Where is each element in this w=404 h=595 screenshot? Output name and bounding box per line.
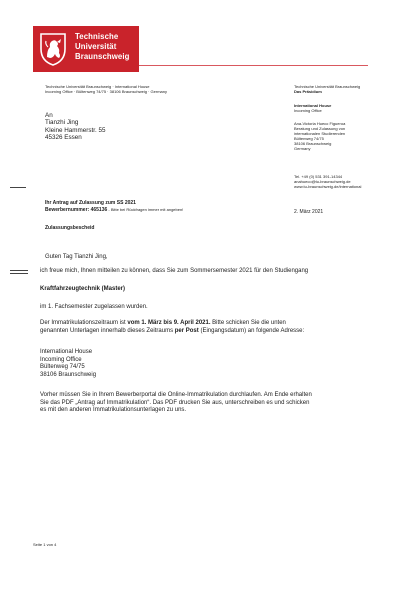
sender-line-1: Technische Universität Braunschweig · International House [45, 84, 150, 89]
applicant-number-note: - Bitte bei Rückfragen immer mit angeben! [107, 207, 184, 212]
org-department: Das Präsidium [294, 89, 322, 94]
logo-line-1: Technische [75, 32, 119, 41]
organisation-block [294, 84, 404, 94]
period-text: (Eingangsdatum) an folgende Adresse: [198, 327, 305, 334]
mailing-address-line: Incoming Office [40, 356, 82, 363]
punch-mark [10, 270, 28, 271]
sender-line [45, 84, 235, 94]
instructions-line: Sie das PDF „Antrag auf Immatrikulation“. Das PDF drucken Sie aus, unterschreiben es und schicken [40, 399, 310, 406]
contact-line: Beratung und Zulassung von [294, 126, 346, 131]
header-rule [139, 65, 368, 66]
logo-line-2: Universität [75, 42, 117, 51]
instructions-line: Vorher müssen Sie in Ihrem Bewerberportal die Online-Immatrikulation durchlaufen. Am Ende erhalten [40, 392, 312, 398]
mailing-address-line: Bültenweg 74/75 [40, 364, 85, 371]
contact-line: Germany [294, 146, 311, 151]
period-text: Der Immatrikulationszeitraum ist [40, 320, 128, 326]
contact-person [294, 121, 404, 151]
university-logo [33, 26, 139, 72]
page-number: Seite 1 von 4 [33, 542, 57, 547]
program-name: Kraftfahrzeugtechnik (Master) [40, 286, 126, 292]
contact-email[interactable]: anahueco@tu-braunschweig.de [294, 179, 351, 184]
recipient-city: 45326 Essen [45, 133, 82, 141]
organisation-contact [294, 103, 404, 113]
period-line-1 [40, 320, 390, 328]
mailing-address-line: 38106 Braunschweig [40, 371, 97, 378]
period-text: Bitte schicken Sie die unten [210, 320, 286, 326]
contact-phone: Tel. +49 (0) 531 391-14344 [294, 174, 343, 179]
org-office: Incoming Office [294, 108, 322, 113]
applicant-number-label: Bewerbernummer: 465136 [45, 207, 108, 213]
contact-line: internationalen Studierenden [294, 131, 346, 136]
letter-date: 2. März 2021 [294, 209, 324, 215]
instructions-line: es mit den anderen Immatrikulationsunterlagen zu uns. [40, 407, 187, 414]
org-unit: International House [294, 103, 332, 108]
mailing-address-line: International House [40, 349, 93, 355]
subject-line: Ihr Antrag auf Zulassung zum SS 2021 [45, 200, 136, 206]
recipient-address [45, 112, 235, 141]
mailing-address [40, 349, 240, 379]
period-dates: vom 1. März bis 9. April 2021. [127, 320, 211, 326]
intro-text: ich freue mich, Ihnen mitteilen zu können, dass Sie zum Sommersemester 2021 für den Studiengang [40, 268, 309, 274]
logo-line-3: Braunschweig [75, 52, 130, 61]
contact-line: Ana-Victoria Hueco Figueroa [294, 121, 346, 126]
contact-line: 38106 Braunschweig [294, 141, 332, 146]
lion-crest-icon [38, 31, 68, 67]
punch-mark [10, 273, 28, 274]
letter-heading: Zulassungsbescheid [45, 225, 95, 231]
recipient-prefix: An [45, 112, 53, 119]
sender-line-2: Incoming Office · Bültenweg 74/75 · 38106 Braunschweig · Germany [45, 89, 167, 94]
recipient-name: Tianzhi Jing [45, 119, 79, 127]
semester-text: im 1. Fachsemester zugelassen wurden. [40, 304, 148, 310]
org-university: Technische Universität Braunschweig [294, 84, 361, 89]
greeting: Guten Tag Tianzhi Jing, [45, 254, 108, 260]
fold-mark [10, 187, 26, 188]
applicant-number [45, 207, 305, 213]
period-line-2 [40, 328, 390, 336]
period-text: genannten Unterlagen innerhalb dieses Zeitraums [40, 327, 175, 334]
contact-web[interactable]: www.tu-braunschweig.de/international [294, 184, 362, 189]
recipient-street: Kleine Hammerstr. 55 [45, 126, 106, 134]
period-by-mail: per Post [174, 327, 199, 334]
contact-line: Bültenweg 74/75 [294, 136, 324, 141]
period-paragraph [40, 320, 390, 335]
instructions-paragraph [40, 392, 400, 415]
contact-details [294, 174, 404, 189]
